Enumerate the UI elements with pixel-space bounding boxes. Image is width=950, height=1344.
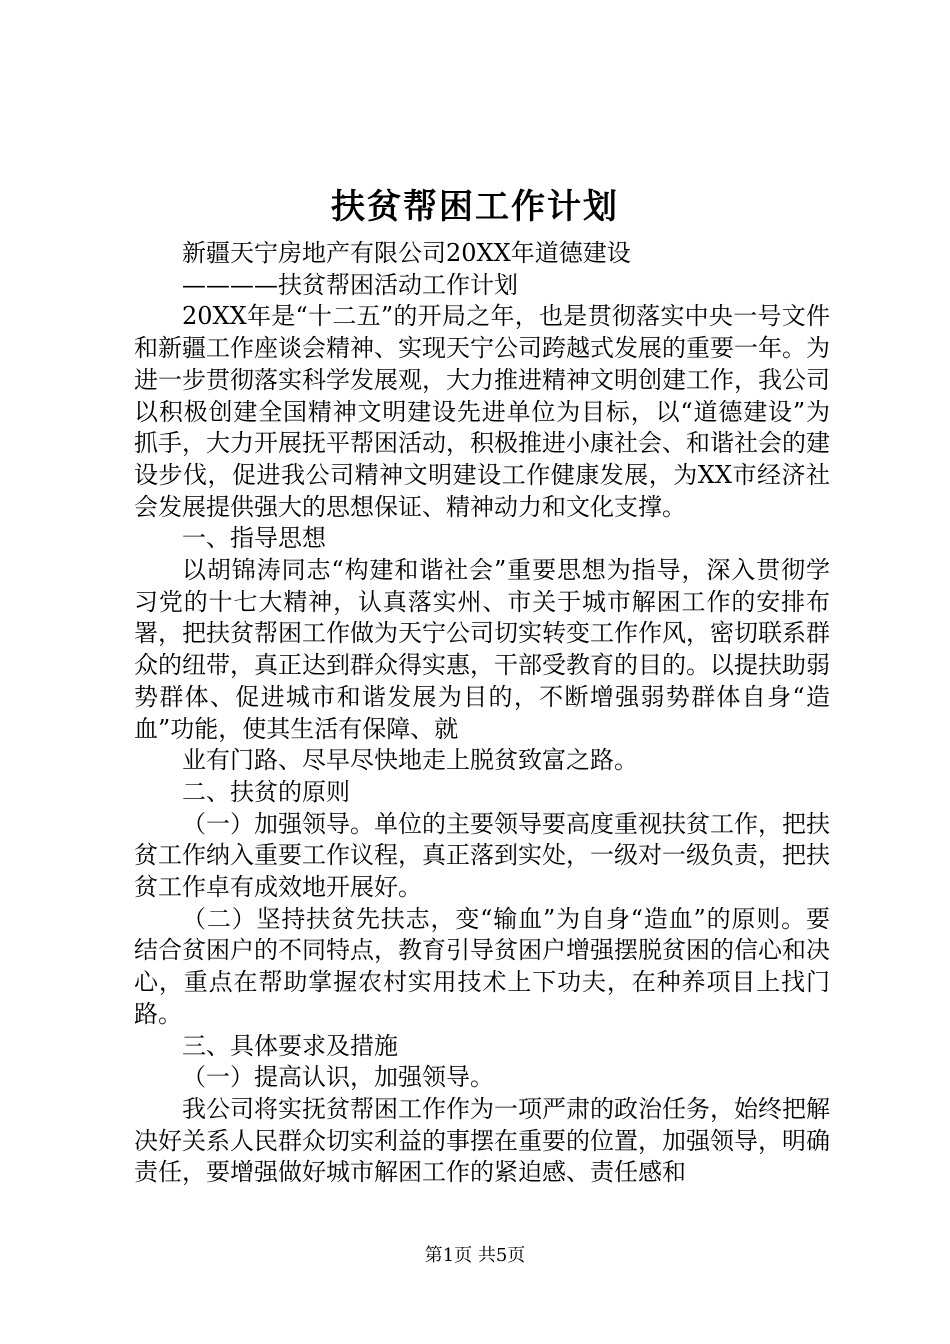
subtitle-line-2: ————扶贫帮困活动工作计划: [182, 270, 518, 299]
document-title: 扶贫帮困工作计划: [331, 187, 619, 227]
paragraph: 我公司将实抚贫帮困工作作为一项严肃的政治任务，始终把解决好关系人民群众切实利益的事摆在重要的位置，加强领导，明确责任，要增强做好城市解困工作的紧迫感、责任感和: [134, 1094, 830, 1187]
section-heading: 二、扶贫的原则: [182, 777, 350, 806]
section-heading: 一、指导思想: [182, 524, 326, 553]
page-number-footer: 第1页 共5页: [424, 1245, 526, 1266]
document-body: [134, 238, 830, 1189]
paragraph: 以胡锦涛同志“构建和谐社会”重要思想为指导，深入贯彻学习党的十七大精神，认真落实州、市关于城市解困工作的安排布署，把扶贫帮困工作做为天宁公司切实转变工作作风，密切联系群众的纽带，真正达到群众得实惠，干部受教育的目的。以提扶助弱势群体、促进城市和谐发展为目的，不断增强弱势群体自身“造血”功能，使其生活有保障、就: [134, 556, 830, 743]
paragraph: 20XX年是“十二五”的开局之年，也是贯彻落实中央一号文件和新疆工作座谈会精神、实现天宁公司跨越式发展的重要一年。为进一步贯彻落实科学发展观，大力推进精神文明创建工作，我公司以积极创建全国精神文明建设先进单位为目标，以“道德建设”为抓手，大力开展抚平帮困活动，积极推进小康社会、和谐社会的建设步伐，促进我公司精神文明建设工作健康发展，为XX市经济社会发展提供强大的思想保证、精神动力和文化支撑。: [134, 302, 830, 521]
section-heading: 三、具体要求及措施: [182, 1031, 398, 1060]
subtitle-line-1: 新疆天宁房地产有限公司20XX年道德建设: [182, 239, 631, 267]
paragraph: （二）坚持扶贫先扶志，变“输血”为自身“造血”的原则。要结合贫困户的不同特点，教育引导贫困户增强摆脱贫困的信心和决心，重点在帮助掌握农村实用技术上下功夫，在种养项目上找门路。: [134, 904, 830, 1028]
sub-heading: （一）提高认识，加强领导。: [182, 1063, 494, 1092]
paragraph: （一）加强领导。单位的主要领导要高度重视扶贫工作，把扶贫工作纳入重要工作议程，真正落到实处，一级对一级负责，把扶贫工作卓有成效地开展好。: [134, 809, 830, 902]
paragraph: 业有门路、尽早尽快地走上脱贫致富之路。: [182, 746, 638, 775]
